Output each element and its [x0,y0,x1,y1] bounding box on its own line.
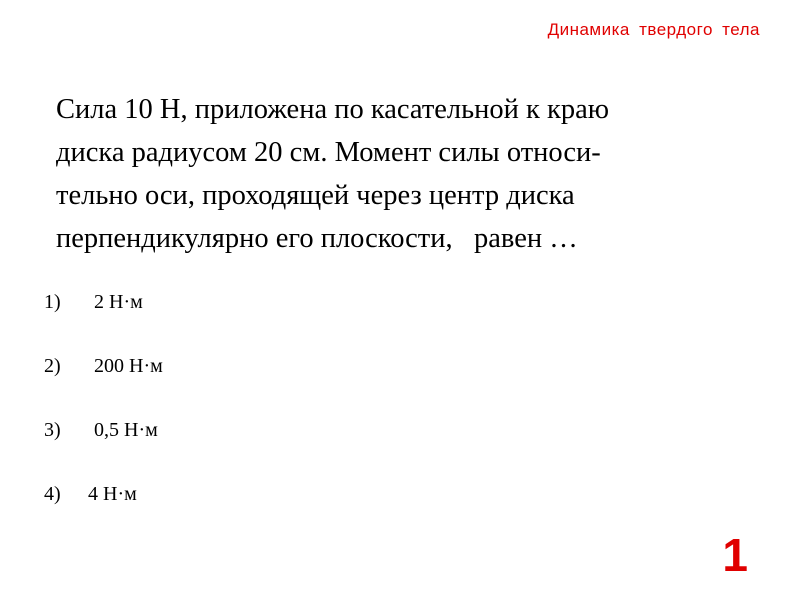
answer-text: 200 Н·м [94,355,163,377]
answer-option-1[interactable] [44,288,163,352]
question-line: перпендикулярно его плоскости, равен … [56,223,578,254]
question-line: Сила 10 Н, приложена по касательной к краю [56,94,610,125]
answer-option-2[interactable] [44,352,163,416]
answer-option-4[interactable] [44,480,163,544]
answer-list [44,288,163,544]
answer-number: 1) [44,291,61,313]
question-text [56,88,768,260]
question-line: диска радиусом 20 см. Момент силы относи- [56,137,601,168]
answer-number: 2) [44,355,61,377]
question-line: тельно оси, проходящей через центр диска [56,180,575,211]
answer-text: 2 Н·м [94,291,143,313]
answer-text: 4 Н·м [88,483,137,505]
answer-number: 4) [44,483,61,505]
slide-number: 1 [722,529,748,581]
answer-number: 3) [44,419,61,441]
answer-text: 0,5 Н·м [94,419,158,441]
answer-option-3[interactable] [44,416,163,480]
topic-title: Динамика твердого тела [547,20,760,39]
